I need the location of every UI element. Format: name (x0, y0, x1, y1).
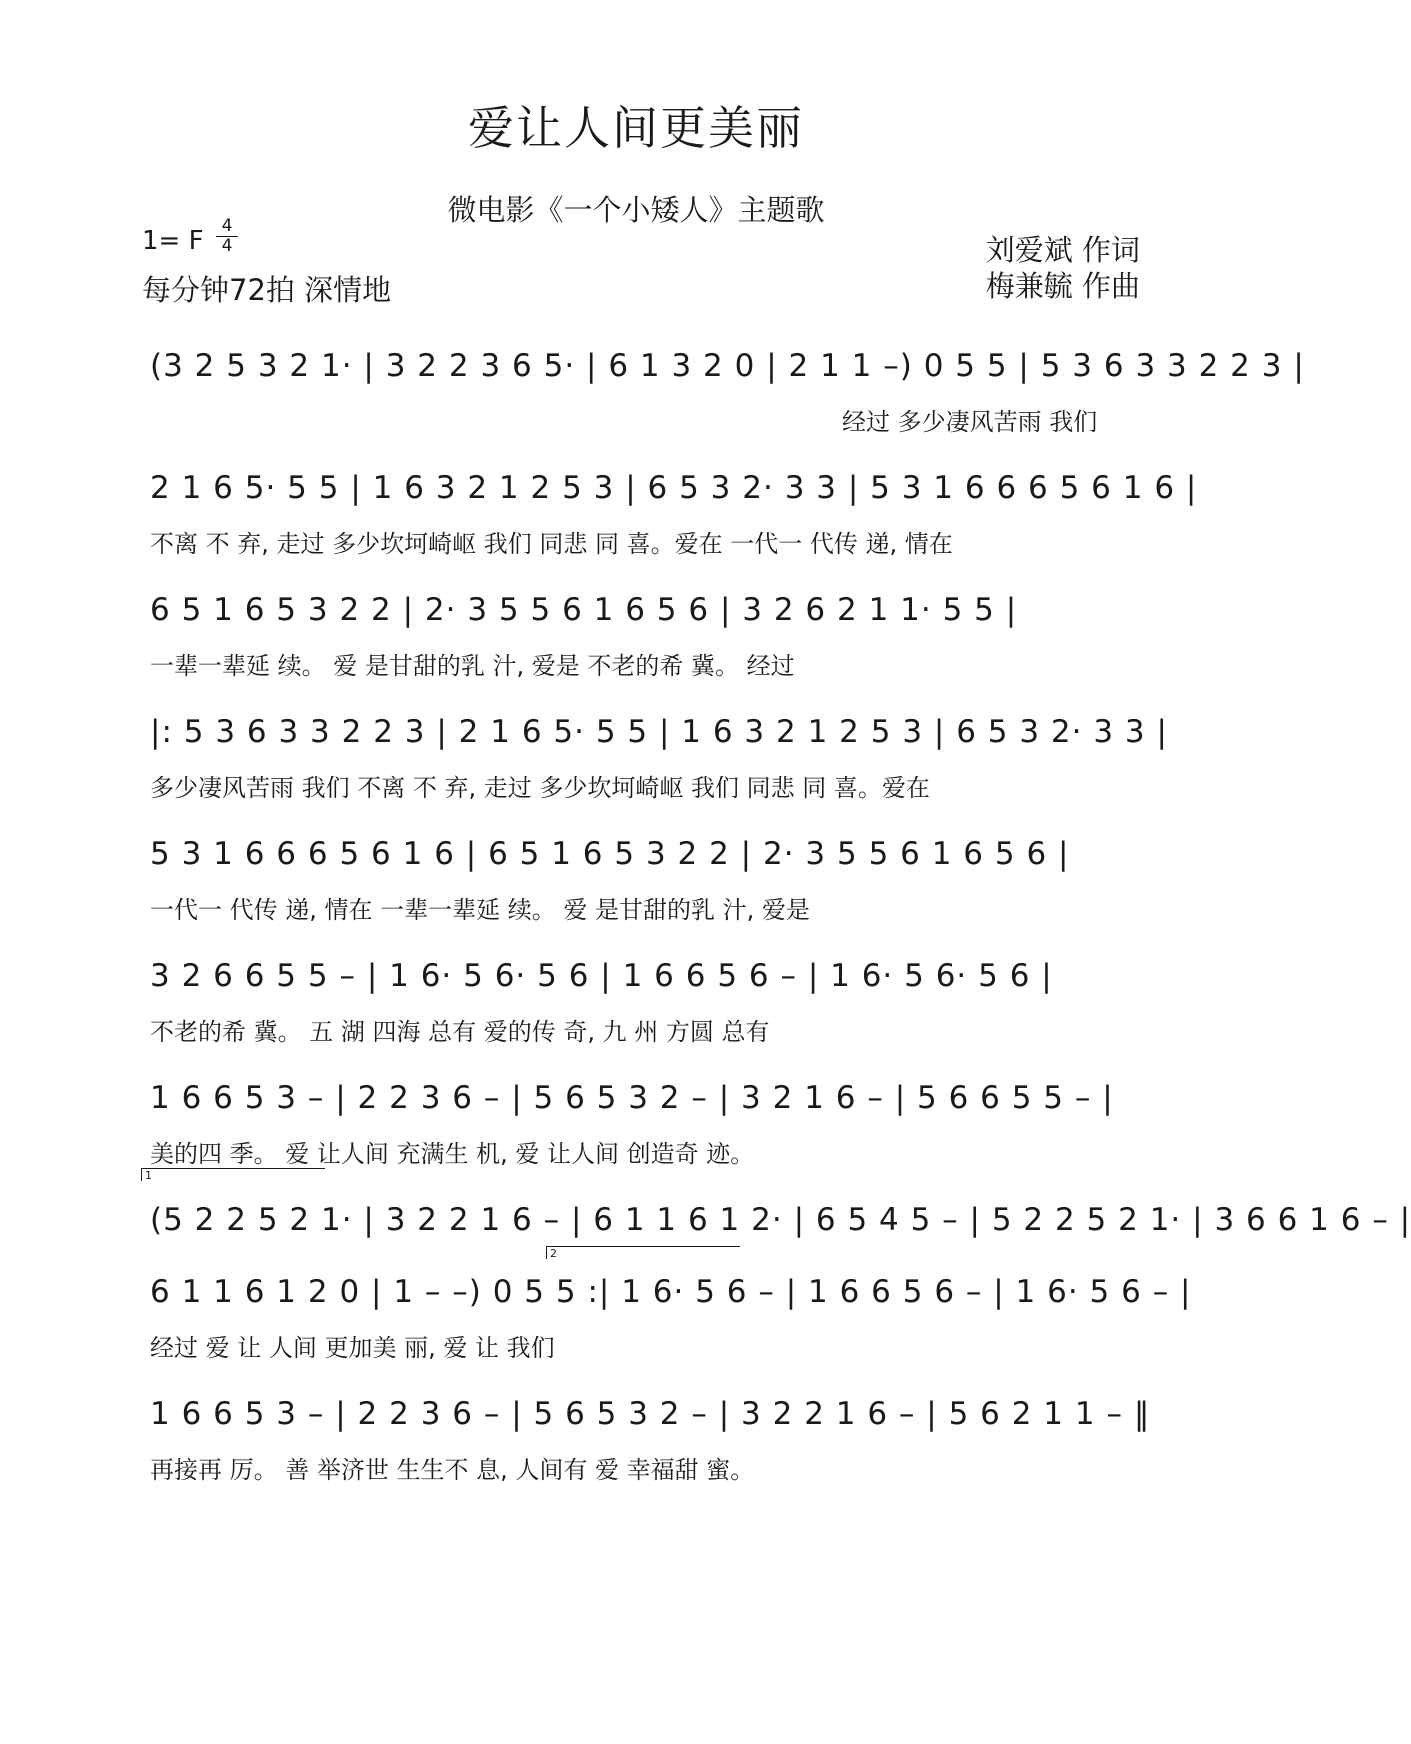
time-signature (216, 218, 238, 255)
notes-line: 1 6 6 5 3 – | 2 2 3 6 – | 5 6 5 3 2 – | 3 2 2 1 6 – | 5 6 2 1 1 – ‖ (150, 1396, 1151, 1432)
notes-line: 5 3 1 6 6 6 5 6 1 6 | 6 5 1 6 5 3 2 2 | 2· 3 5 5 6 1 6 5 6 | (150, 836, 1070, 872)
volta-bracket-first: 1 (141, 1168, 325, 1181)
notes-line: 1 6 6 5 3 – | 2 2 3 6 – | 5 6 5 3 2 – | 3 2 1 6 – | 5 6 6 5 5 – | (150, 1080, 1114, 1116)
lyrics-line: 一辈一辈延 续。 爱 是甘甜的乳 汁, 爱是 不老的希 冀。 经过 (150, 652, 795, 680)
lyrics-line: 美的四 季。 爱 让人间 充满生 机, 爱 让人间 创造奇 迹。 (150, 1140, 755, 1168)
lyrics-line: 再接再 厉。 善 举济世 生生不 息, 人间有 爱 幸福甜 蜜。 (150, 1456, 755, 1484)
notes-line: (3 2 5 3 2 1· | 3 2 2 3 6 5· | 6 1 3 2 0 | 2 1 1 –) 0 5 5 | 5 3 6 3 3 2 2 3 | (150, 348, 1305, 384)
tempo-marking: 每分钟72拍 深情地 (142, 273, 392, 307)
credits (986, 232, 1140, 304)
notes-line: 3 2 6 6 5 5 – | 1 6· 5 6· 5 6 | 1 6 6 5 6 – | 1 6· 5 6· 5 6 | (150, 958, 1053, 994)
notes-line: 2 1 6 5· 5 5 | 1 6 3 2 1 2 5 3 | 6 5 3 2· 3 3 | 5 3 1 6 6 6 5 6 1 6 | (150, 470, 1198, 506)
time-signature-bottom: 4 (221, 236, 233, 256)
key-signature: 1= F (142, 226, 204, 256)
volta-bracket-second: 2 (546, 1246, 740, 1259)
lyrics-line: 不离 不 弃, 走过 多少坎坷崎岖 我们 同悲 同 喜。爱在 一代一 代传 递, 情在 (150, 530, 953, 558)
notes-line: 6 5 1 6 5 3 2 2 | 2· 3 5 5 6 1 6 5 6 | 3 2 6 2 1 1· 5 5 | (150, 592, 1018, 628)
lyrics-line: 一代一 代传 递, 情在 一辈一辈延 续。 爱 是甘甜的乳 汁, 爱是 (150, 896, 810, 924)
lyrics-line: 经过 爱 让 人间 更加美 丽, 爱 让 我们 (150, 1334, 555, 1362)
lyrics-line: 不老的希 冀。 五 湖 四海 总有 爱的传 奇, 九 州 方圆 总有 (150, 1018, 770, 1046)
composer: 梅兼毓 作曲 (985, 269, 1140, 303)
time-signature-top: 4 (221, 216, 233, 236)
lyrics-line: 多少凄风苦雨 我们 不离 不 弃, 走过 多少坎坷崎岖 我们 同悲 同 喜。爱在 (150, 774, 930, 802)
notes-line: 6 1 1 6 1 2 0 | 1 – –) 0 5 5 :| 1 6· 5 6 – | 1 6 6 5 6 – | 1 6· 5 6 – | (150, 1274, 1192, 1310)
page-subtitle: 微电影《一个小矮人》主题歌 (447, 193, 825, 227)
page-title: 爱让人间更美丽 (468, 101, 804, 155)
notes-line: |: 5 3 6 3 3 2 2 3 | 2 1 6 5· 5 5 | 1 6 3 2 1 2 5 3 | 6 5 3 2· 3 3 | (150, 714, 1168, 750)
lyricist: 刘爱斌 作词 (985, 233, 1140, 267)
notes-line: (5 2 2 5 2 1· | 3 2 2 1 6 – | 6 1 1 6 1 2· | 6 5 4 5 – | 5 2 2 5 2 1· | 3 6 6 1 6 – | (150, 1202, 1411, 1238)
lyrics-line: 经过 多少凄风苦雨 我们 (842, 408, 1098, 436)
